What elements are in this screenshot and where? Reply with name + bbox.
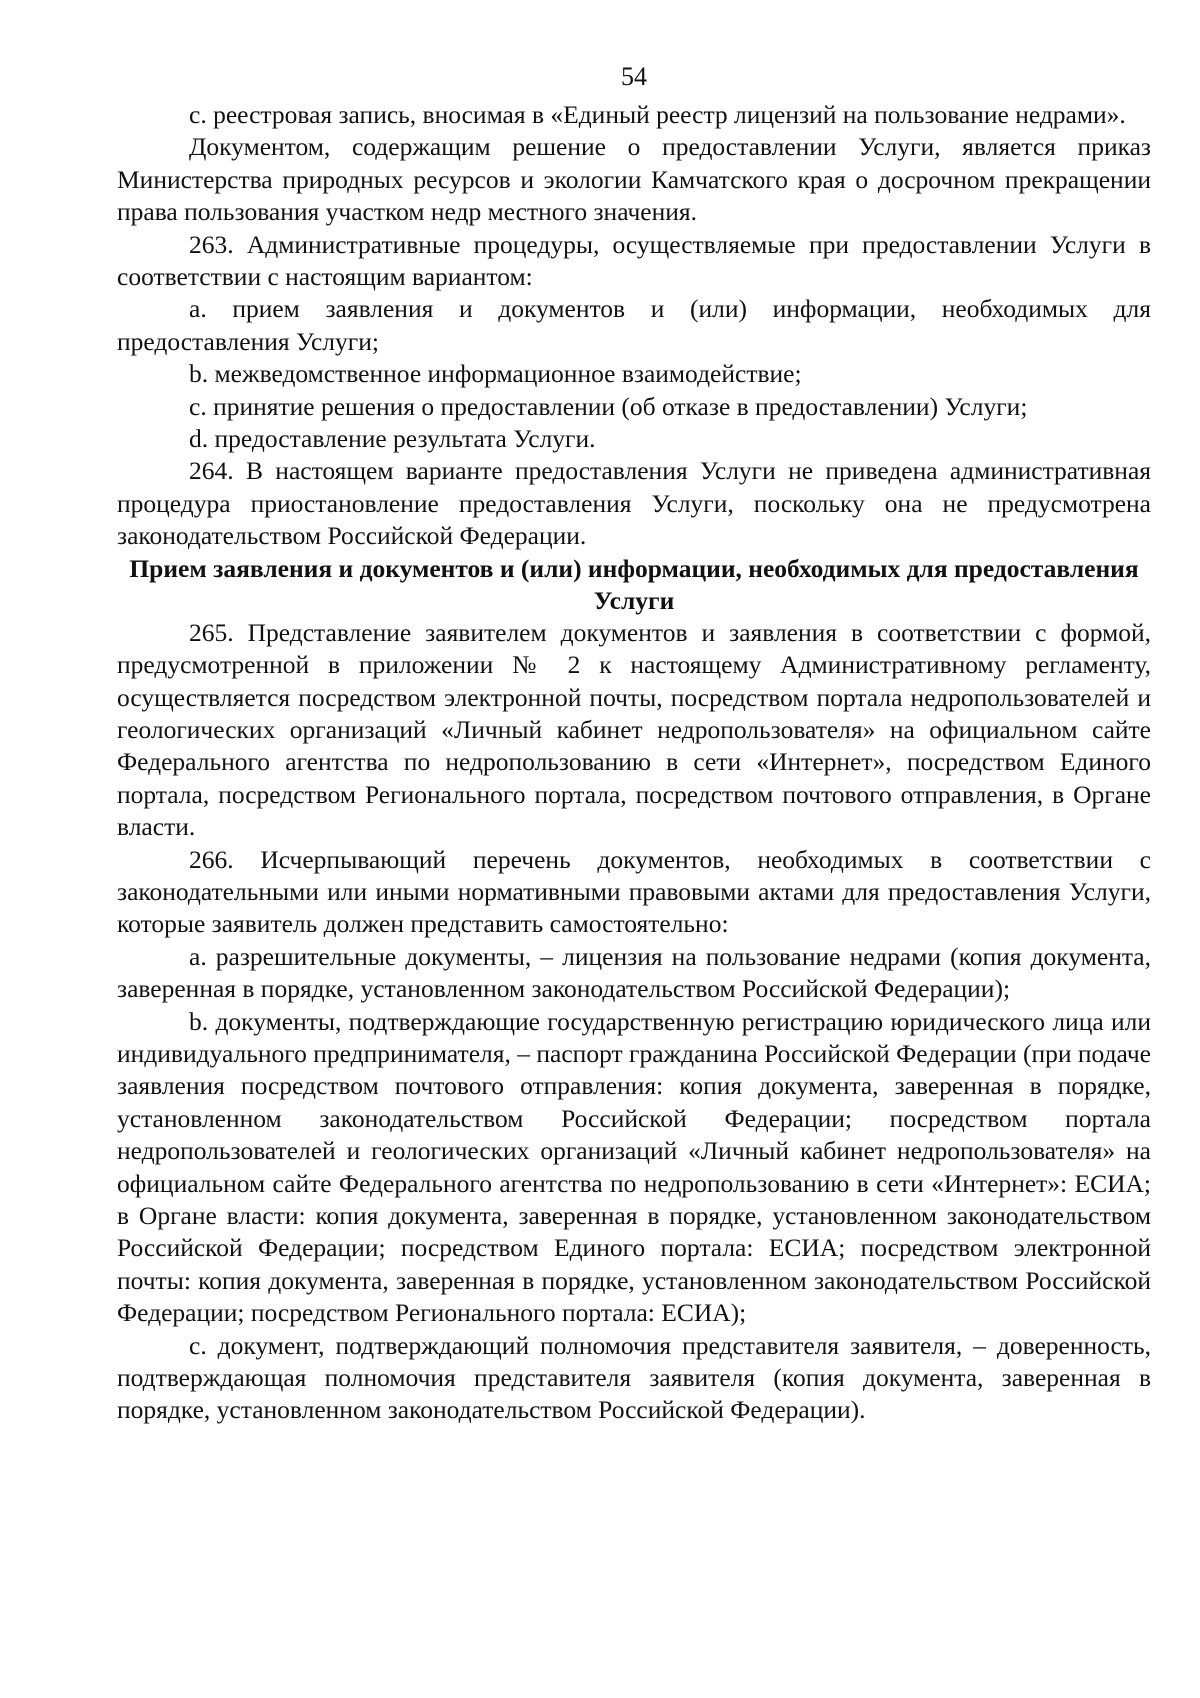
document-page [117,62,1151,1427]
paragraph-263-item-a: a. прием заявления и документов и (или) информации, необходимых для предоставления Услуги; [117,294,1151,356]
paragraph-decision-document: Документом, содержащим решение о предоставлении Услуги, является приказ Министерства природных ресурсов и экологии Камчатского края о досрочном прекращении права пользования участком недр местного значения. [117,132,1151,227]
paragraph-263-item-c: c. принятие решения о предоставлении (об отказе в предоставлении) Услуги; [189,391,1028,421]
paragraph-266-item-b: b. документы, подтверждающие государственную регистрацию юридического лица или индивидуального предпринимателя, – паспорт гражданина Российской Федерации (при подаче заявления посредством почтового отправления: копия документа, заверенная в порядке, установленном законодательством Российской Федерации; посредством портала недропользователей и геологических организаций «Личный кабинет недропользователя» на официальном сайте Федерального агентства по недропользованию в сети «Интернет»: ЕСИА; в Органе власти: копия документа, заверенная в порядке, установленном законодательством Российской Федерации; посредством Единого портала: ЕСИА; посредством электронной почты: копия документа, заверенная в порядке, установленном законодательством Российской Федерации; посредством Регионального портала: ЕСИА); [117,1006,1151,1328]
paragraph-263-item-d: d. предоставление результата Услуги. [189,424,596,454]
paragraph-263: 263. Административные процедуры, осуществляемые при предоставлении Услуги в соответствии с настоящим вариантом: [117,229,1151,292]
paragraph-265: 265. Представление заявителем документов и заявления в соответствии с формой, предусмотренной в приложении № 2 к настоящему Административному регламенту, осуществляется посредством электронной почты, посредством портала недропользователей и геологических организаций «Личный кабинет недропользователя» на официальном сайте Федерального агентства по недропользованию в сети «Интернет», посредством Единого портала, посредством Регионального портала, посредством почтового отправления, в Органе власти. [117,617,1151,842]
paragraph-266: 266. Исчерпывающий перечень документов, необходимых в соответствии с законодательными или иными нормативными правовыми актами для предоставления Услуги, которые заявитель должен представить самостоятельно: [117,844,1151,939]
paragraph-263-item-b: b. межведомственное информационное взаимодействие; [189,359,802,389]
paragraph-item-c-registry-record: c. реестровая запись, вносимая в «Единый реестр лицензий на пользование недрами». [189,100,1126,129]
paragraph-266-item-a: a. разрешительные документы, – лицензия на пользование недрами (копия документа, заверенная в порядке, установленном законодательством Российской Федерации); [117,941,1151,1004]
section-heading: Прием заявления и документов и (или) информации, необходимых для предоставления Услуги [129,553,1139,615]
page-number: 54 [621,62,647,91]
paragraph-266-item-c: c. документ, подтверждающий полномочия представителя заявителя, – доверенность, подтверждающая полномочия представителя заявителя (копия документа, заверенная в порядке, установленном законодательством Российской Федерации). [117,1330,1151,1425]
paragraph-264: 264. В настоящем варианте предоставления Услуги не приведена административная процедура приостановление предоставления Услуги, поскольку она не предусмотрена законодательством Российской Федерации. [117,456,1151,551]
